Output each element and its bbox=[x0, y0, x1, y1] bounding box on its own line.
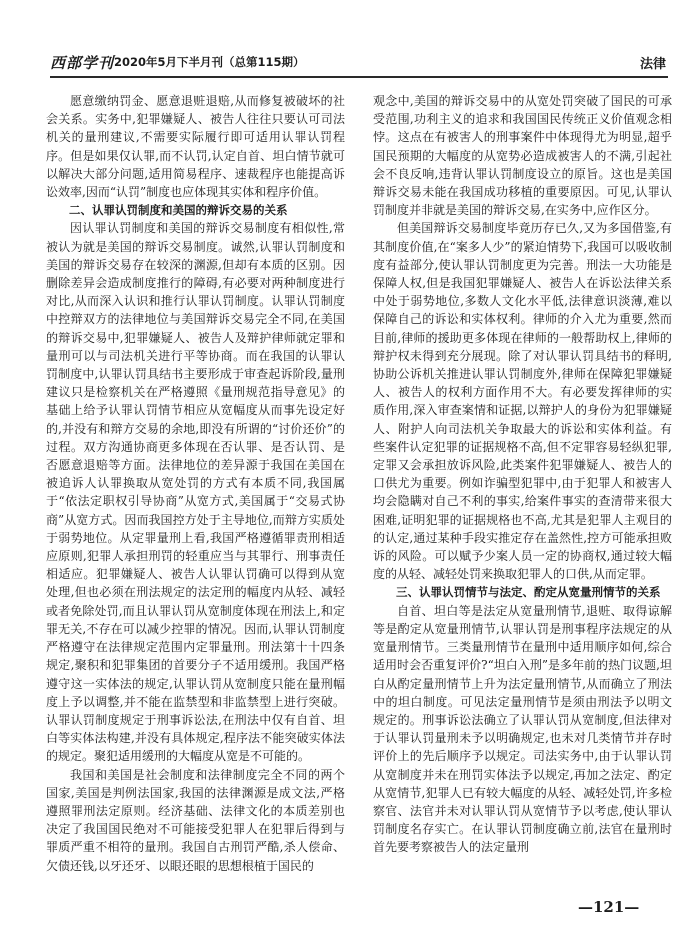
paragraph: 观念中,美国的辩诉交易中的从宽处罚突破了国民的可承受范围,功利主义的追求和我国国民传统正义价值观念相悖。这点在有被害人的刑事案件中体现得尤为明显,超乎国民预期的大幅度的从宽势必造成被害人的不满,引起社会不良反响,违背认罪认罚制度设立的原旨。这也是美国辩诉交易未能在我国成功移植的重要原因。可见,认罪认罚制度并非就是美国的辩诉交易,在实务中,应作区分。 bbox=[373, 94, 672, 218]
header-rule bbox=[50, 76, 668, 78]
journal-logo: 西部学刊 bbox=[50, 54, 115, 72]
issue-info: 2020年5月下半月刊（总第115期） bbox=[114, 55, 305, 69]
page-header bbox=[50, 52, 668, 74]
right-column bbox=[373, 92, 672, 890]
section-heading: 三、认罪认罚情节与法定、酌定从宽量刑情节的关系 bbox=[396, 585, 661, 600]
paragraph: 因认罪认罚制度和美国的辩诉交易制度有相似性,常被认为就是美国的辩诉交易制度。诚然,认罪认罚制度和美国的辩诉交易存在较深的渊源,但却有本质的区别。因删除差异会造成制度推行的障碍,有必要对两种制度进行对比,从而深入认识和推行认罪认罚制度。认罪认罚制度中控辩双方的法律地位与美国辩诉交易完全不同,在美国的辩诉交易中,犯罪嫌疑人、被告人及辩护律师就定罪和量刑可以与司法机关进行平等协商。而在我国的认罪认罚制度中,认罪认罚具结书主要形成于审查起诉阶段,量刑建议只是检察机关在严格遵照《量刑规范指导意见》的基础上给予认罪认罚情节相应从宽幅度从而事先设定好的,并没有和辩方交易的余地,即没有所谓的“讨价还价”的过程。双方沟通协商更多体现在否认罪、是否认罚、是否愿意退赔等方面。法律地位的差异源于我国在美国在被追诉人认罪换取从宽处罚的方式有本质不同,我国属于“依法定职权引导协商”从宽方式,美国属于“交易式协商”从宽方式。因而我国控方处于主导地位,而辩方实质处于弱势地位。从定罪量刑上看,我国严格遵循罪责刑相适应原则,犯罪人承担刑罚的轻重应当与其罪行、刑事责任相适应。犯罪嫌疑人、被告人认罪认罚确可以得到从宽处理,但也必须在刑法规定的法定刑的幅度内从轻、减轻或者免除处罚,而且认罪认罚从宽制度体现在刑法上,和定罪无关,不存在可以减少控罪的情况。因而,认罪认罚制度严格遵守在法律规定范围内定罪量刑。刑法第十十四条规定,聚积和犯罪集团的首要分子不适用缓刑。我国严格遵守这一实体法的规定,认罪认罚从宽制度只能在量刑幅度上予以调整,并不能在监禁型和非监禁型上进行突破。认罪认罚制度规定于刑事诉讼法,在刑法中仅有自首、坦白等实体法构建,并没有具体规定,程序法不能突破实体法的规定。聚犯适用缓刑的大幅度从宽是不可能的。 bbox=[46, 221, 345, 764]
paragraph: 但美国辩诉交易制度毕竟历存已久,又为多国借鉴,有其制度价值,在“案多人少”的紧迫情势下,我国可以吸收制度有益部分,使认罪认罚制度更为完善。刑法一大功能是保障人权,但是我国犯罪嫌疑人、被告人在诉讼法律关系中处于弱势地位,多数人文化水平低,法律意识淡薄,难以保障自己的诉讼和实体权利。律师的介入尤为重要,然而目前,律师的援助更多体现在律师的一般帮助权上,律师的辩护权未得到充分展现。除了对认罪认罚具结书的释明,协助公诉机关推进认罪认罚制度外,律师在保障犯罪嫌疑人、被告人的权利方面作用不大。有必要发挥律师的实质作用,深入审查案情和证据,以辩护人的身份为犯罪嫌疑人、附护人向司法机关争取最大的诉讼和实体利益。有些案件认定犯罪的证据规格不高,但不定罪容易轻纵犯罪,定罪又会承担放诉风险,此类案件犯罪嫌疑人、被告人的口供尤为重要。例如诈骗型犯罪中,由于犯罪人和被害人均会隐瞒对自己不利的事实,给案件事实的查清带来很大困难,证明犯罪的证据规格也不高,尤其是犯罪人主观目的的认定,通过某种手段实推定存在盖然性,控方可能承担败诉的风险。可以赋予少案人员一定的协商权,通过较大幅度的从轻、减轻处罚来换取犯罪人的口供,从而定罪。 bbox=[373, 221, 672, 582]
section-heading: 二、认罪认罚制度和美国的辩诉交易的关系 bbox=[69, 203, 288, 218]
section-label: 法律 bbox=[639, 57, 666, 72]
page-number: —121— bbox=[578, 898, 640, 916]
paragraph: 自首、坦白等是法定从宽量刑情节,退赃、取得谅解等是酌定从宽量刑情节,认罪认罚是刑事程序法规定的从宽量刑情节。三类量刑情节在量刑中适用顺序如何,综合适用时会否重复评价?“坦白入刑”是多年前的热门议题,坦白从酌定量刑情节上升为法定量刑情节,从而确立了刑法中的坦白制度。可见法定量刑情节是须由刑法予以明文规定的。刑事诉讼法确立了认罪认罚从宽制度,但法律对于认罪认罚量刑未予以明确规定,也未对几类情节并存时评价上的先后顺序予以规定。司法实务中,由于认罪认罚从宽制度并未在刑罚实体法予以规定,再加之法定、酌定从宽情节,犯罪人已有较大幅度的从轻、减轻处罚,许多检察官、法官并未对认罪认罚从宽情节予以考虑,使认罪认罚制度名存实亡。在认罪认罚制度确立前,法官在量刑时首先要考察被告人的法定量刑 bbox=[373, 603, 672, 855]
left-column bbox=[46, 92, 345, 890]
paragraph: 我国和美国是社会制度和法律制度完全不同的两个国家,美国是判例法国家,我国的法律渊源是成文法,严格遵照罪刑法定原则。经济基础、法律文化的本质差别也决定了我国国民绝对不可能接受犯罪人在犯罪后得到与罪质严重不相符的量刑。我国自古刑罚严酷,杀人偿命、欠债还钱,以牙还牙、以眼还眼的思想根植于国民的 bbox=[46, 767, 345, 873]
paragraph: 愿意缴纳罚金、愿意退赃退赔,从而修复被破坏的社会关系。实务中,犯罪嫌疑人、被告人往往只要认可司法机关的量刑建议,不需要实际履行即可适用认罪认罚程序。但是如果仅认罪,而不认罚,认定自首、坦白情节就可以解决大部分问题,适用简易程序、速裁程序也能提高诉讼效率,因而“认罚”制度也应体现其实体和程序价值。 bbox=[46, 94, 345, 200]
